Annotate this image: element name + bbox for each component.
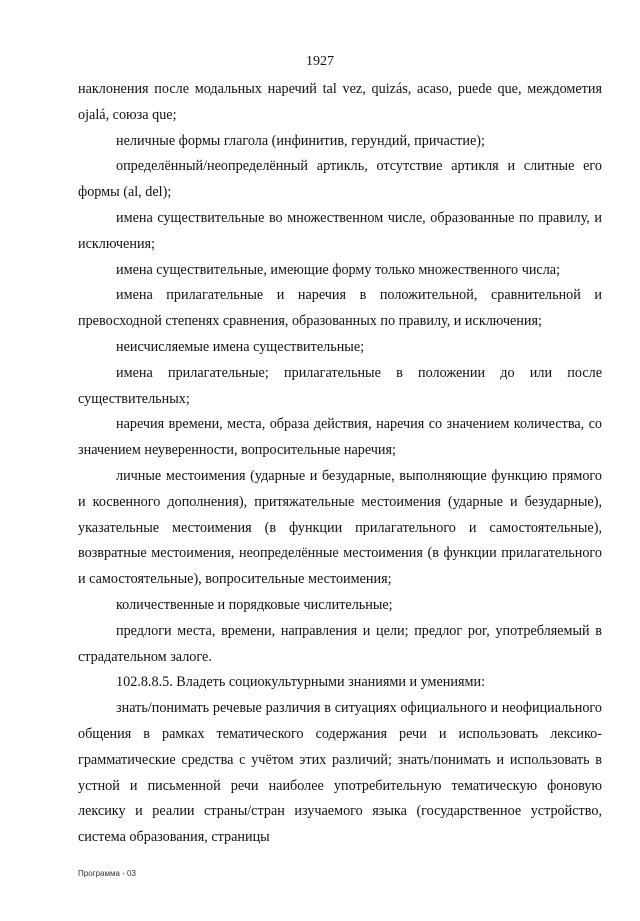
paragraph-adverbs: наречия времени, места, образа действия, наречия со значением количества, со значением неуверенности, вопросительные наречия; [78,416,602,459]
paragraph-uncountable-nouns: неисчисляемые имена существительные; [116,338,365,355]
paragraph-plural-nouns: имена существительные во множественном числе, образованные по правилу, и исключения; [78,209,602,252]
page-number: 1927 [306,54,334,69]
document-body [78,77,602,851]
paragraph-continuation: наклонения после модальных наречий tal vez, quizás, acaso, puede que, междометия ojalá, союза que; [78,81,602,123]
paragraph-articles: определённый/неопределённый артикль, отсутствие артикля и слитные его формы (al, del); [78,158,602,201]
paragraph-pronouns: личные местоимения (ударные и безударные, выполняющие функцию прямого и косвенного дополнения), притяжательные местоимения (ударные и безударные), указательные местоимения (в функции прилагательного и самостоятельные), возвратные местоимения, неопределённые местоимения (в функции прилагательного и самостоятельные), вопросительные местоимения; [78,467,602,588]
paragraph-plural-only-nouns: имена существительные, имеющие форму только множественного числа; [116,261,561,278]
paragraph-sociocultural-skills: знать/понимать речевые различия в ситуациях официального и неофициального общения в рамках тематического содержания речи и использовать лексико-грамматические средства с учётом этих различий; знать/понимать и использовать в устной и письменной речи наиболее употребительную тематическую фоновую лексику и реалии страны/стран изучаемого языка (государственное устройство, система образования, страницы [78,700,602,846]
paragraph-numerals: количественные и порядковые числительные; [116,596,393,613]
paragraph-nonfinite-verbs: неличные формы глагола (инфинитив, герундий, причастие); [116,132,485,149]
footer-label: Программа - 03 [78,869,136,878]
paragraph-prepositions: предлоги места, времени, направления и цели; предлог por, употребляемый в страдательном залоге. [78,622,602,665]
section-heading-102-8-8-5: 102.8.8.5. Владеть социокультурными знаниями и умениями: [116,674,486,691]
paragraph-adjective-position: имена прилагательные; прилагательные в положении до или после существительных; [78,364,602,407]
paragraph-degrees-comparison: имена прилагательные и наречия в положительной, сравнительной и превосходной степенях сравнения, образованных по правилу, и исключения; [78,287,602,330]
